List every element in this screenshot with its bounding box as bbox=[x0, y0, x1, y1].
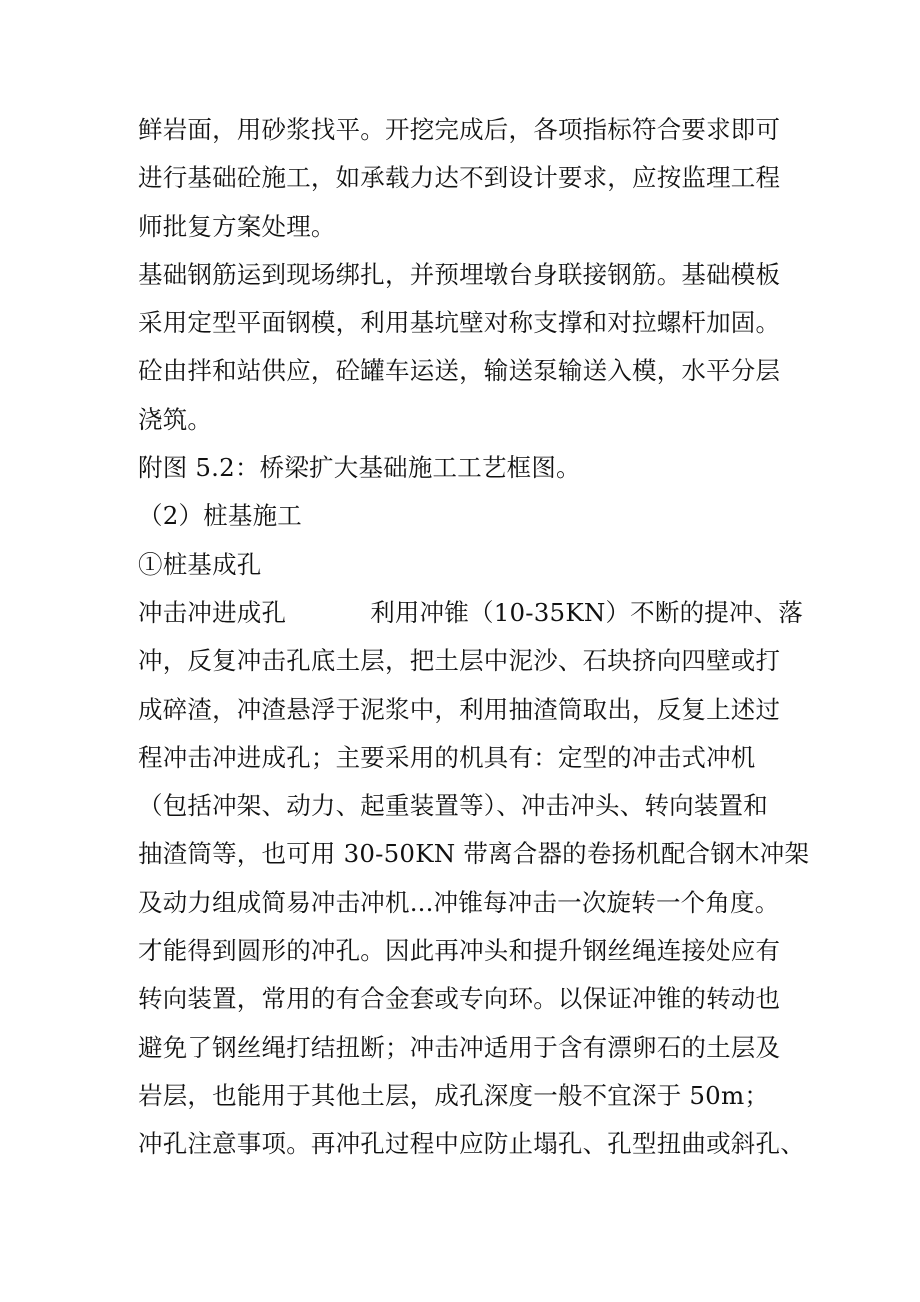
text-line: 程冲击冲进成孔；主要采用的机具有：定型的冲击式冲机 bbox=[138, 742, 756, 772]
text-line: 及动力组成简易冲击冲机...冲锥每冲击一次旋转一个角度。 bbox=[138, 887, 780, 917]
text-line: 进行基础砼施工，如承载力达不到设计要求，应按监理工程 bbox=[138, 163, 781, 193]
text-line: 师批复方案处理。 bbox=[138, 211, 336, 241]
text-line: 才能得到圆形的冲孔。因此再冲头和提升钢丝绳连接处应有 bbox=[138, 936, 781, 966]
text-line: （包括冲架、动力、起重装置等）、冲击冲头、转向装置和 bbox=[138, 791, 768, 821]
text-line: 岩层，也能用于其他土层，成孔深度一般不宜深于 50m； bbox=[138, 1080, 770, 1110]
body-text bbox=[138, 106, 810, 1169]
text-line: 基础钢筋运到现场绑扎，并预埋墩台身联接钢筋。基础模板 bbox=[138, 259, 781, 289]
text-line: 避免了钢丝绳打结扭断；冲击冲适用于含有漂卵石的土层及 bbox=[138, 1032, 781, 1062]
text-line: 成碎渣，冲渣悬浮于泥浆中，利用抽渣筒取出，反复上述过 bbox=[138, 694, 781, 724]
text-line: 冲孔注意事项。再冲孔过程中应防止塌孔、孔型扭曲或斜孔、 bbox=[138, 1129, 805, 1159]
text-line: 转向装置，常用的有合金套或专向环。以保证冲锥的转动也 bbox=[138, 984, 781, 1014]
subsection-heading: ①桩基成孔 bbox=[138, 549, 262, 579]
text-line bbox=[138, 589, 804, 637]
text-line: 砼由拌和站供应，砼罐车运送，输送泵输送入模，水平分层 bbox=[138, 356, 781, 386]
text-line: 采用定型平面钢模，利用基坑壁对称支撑和对拉螺杆加固。 bbox=[138, 308, 781, 338]
text-line: 抽渣筒等，也可用 30-50KN 带离合器的卷扬机配合钢木冲架 bbox=[138, 839, 810, 869]
text-line: 鲜岩面，用砂浆找平。开挖完成后，各项指标符合要求即可 bbox=[138, 115, 781, 144]
term-label: 冲击冲进成孔 bbox=[138, 597, 287, 627]
figure-reference: 附图 5.2：桥梁扩大基础施工工艺框图。 bbox=[138, 453, 581, 483]
term-description: 利用冲锥（10-35KN）不断的提冲、落 bbox=[370, 597, 804, 627]
section-heading: （2）桩基施工 bbox=[138, 501, 302, 531]
text-line: 冲，反复冲击孔底土层，把土层中泥沙、石块挤向四壁或打 bbox=[138, 646, 781, 676]
text-line: 浇筑。 bbox=[138, 404, 213, 434]
